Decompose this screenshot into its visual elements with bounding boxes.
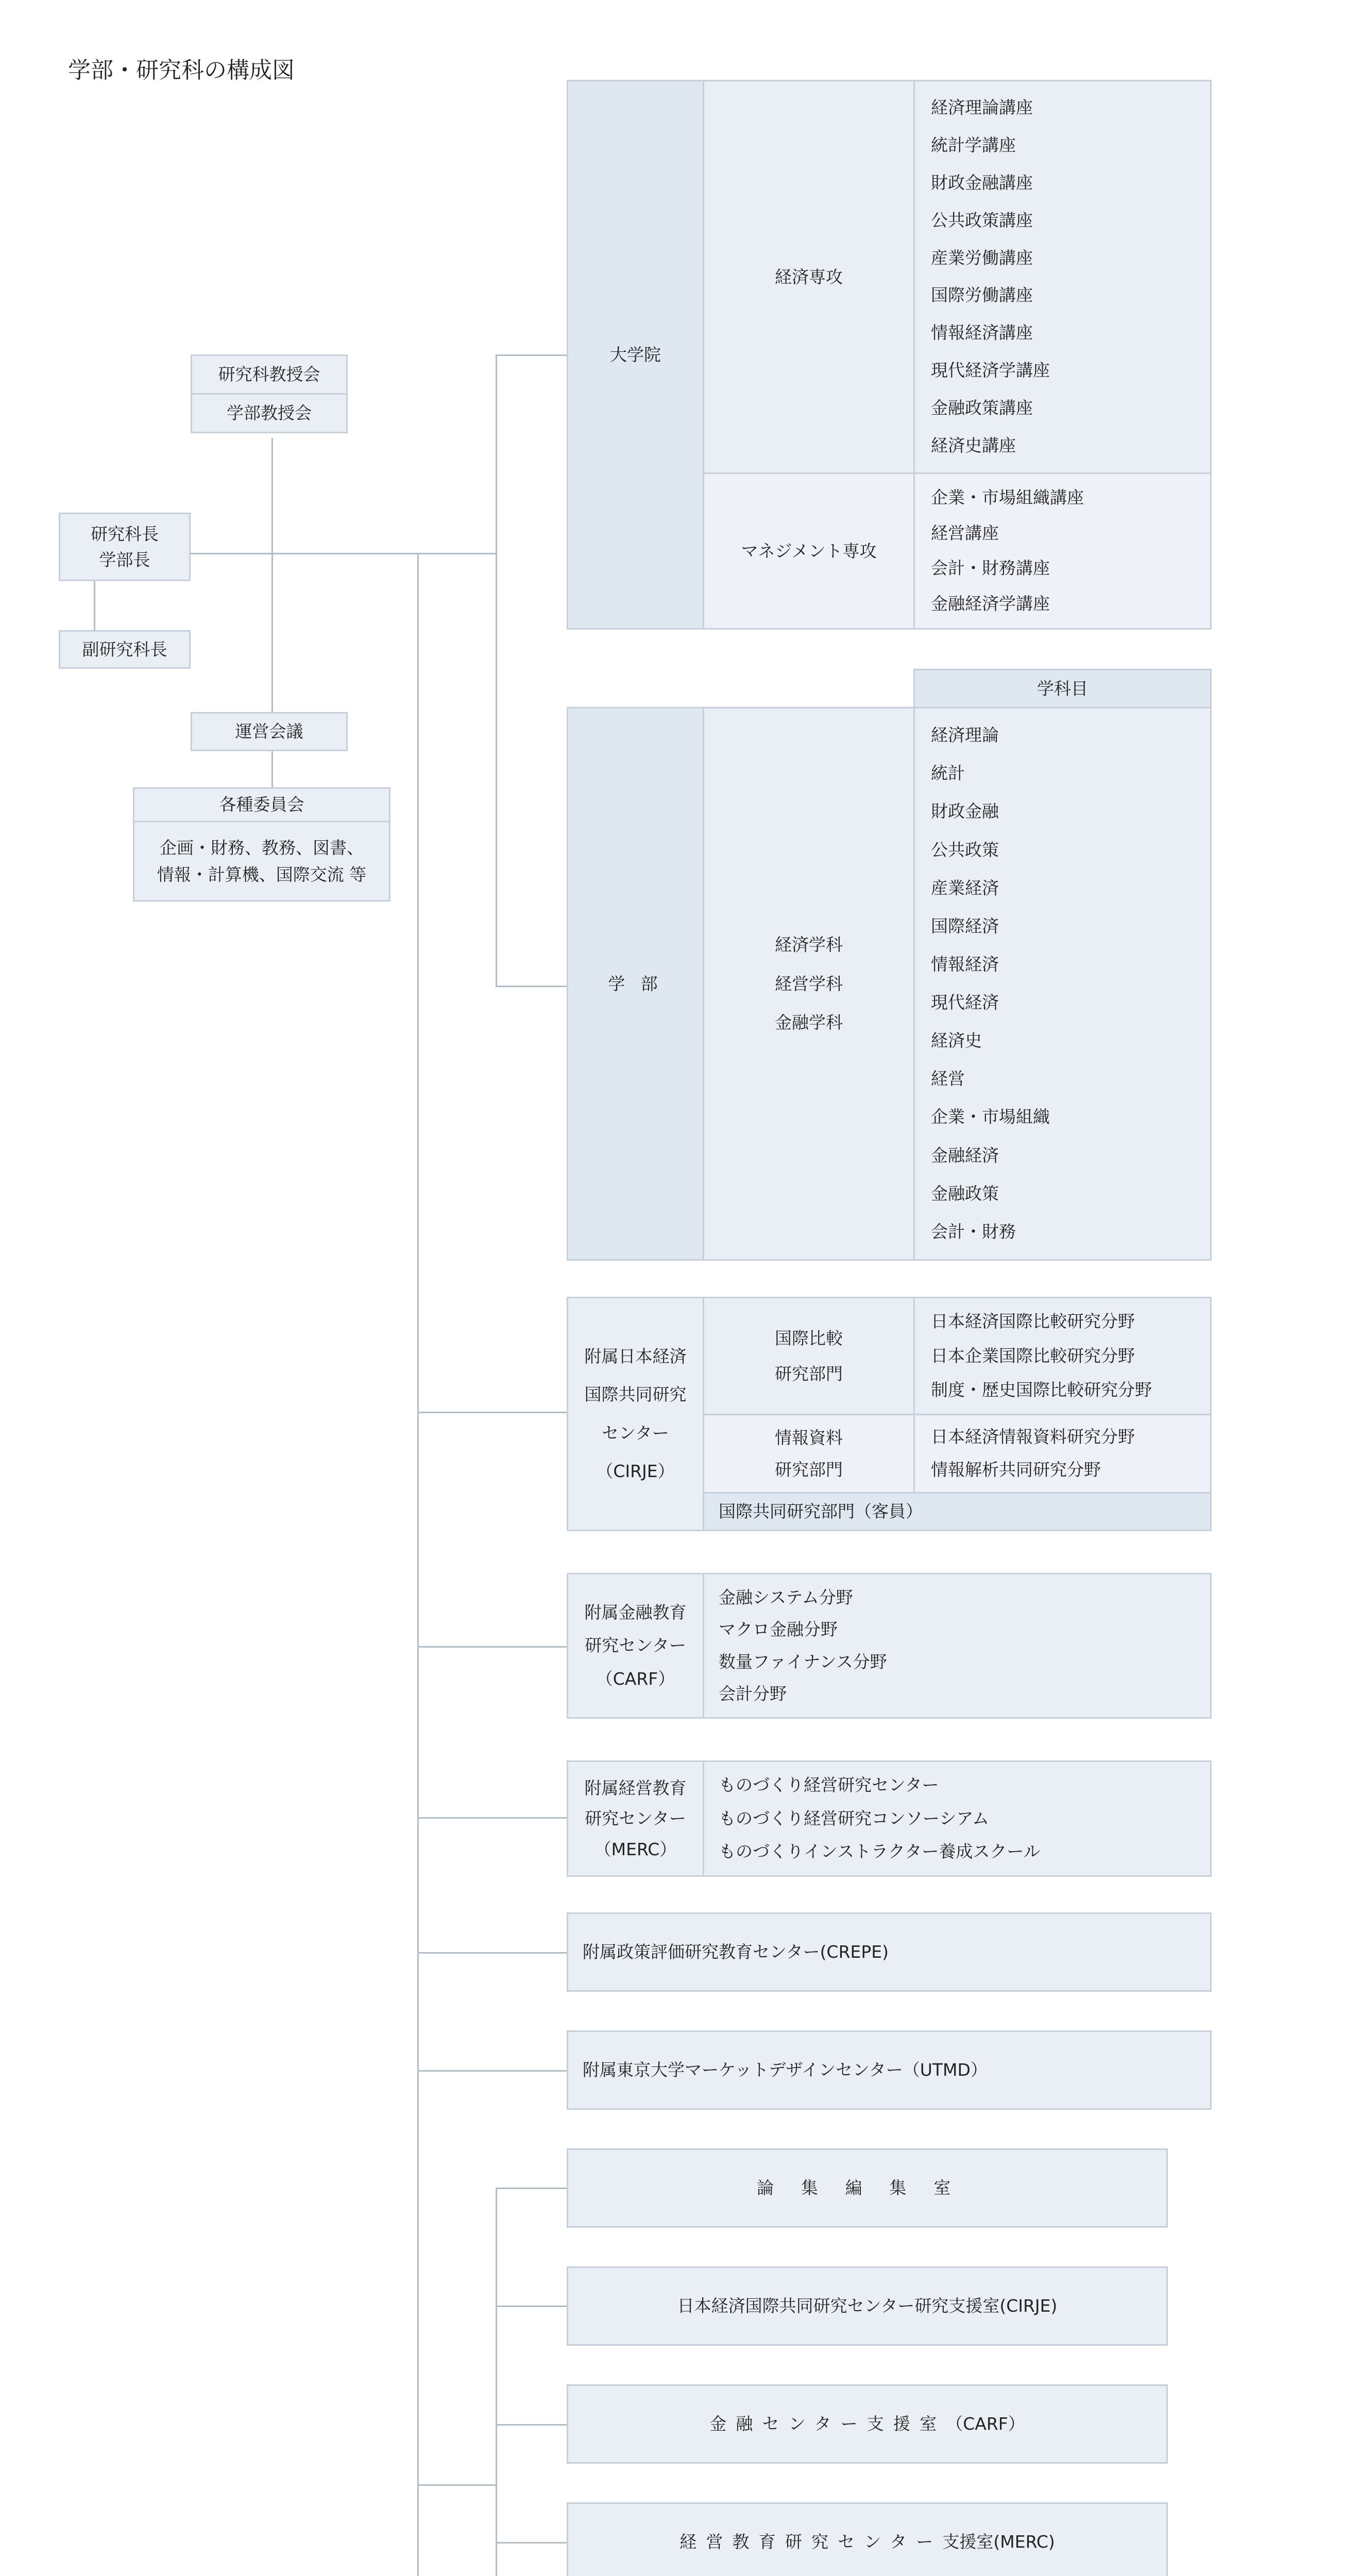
connector-merc (417, 1817, 567, 1819)
merc-item: ものづくりインストラクター養成スクール (719, 1841, 1041, 1861)
subject-item: 公共政策 (931, 839, 999, 860)
connector-crepe (417, 1952, 567, 1954)
faculty-council-label: 研究科教授会 (192, 356, 346, 395)
dean-label-1: 研究科長 (91, 524, 159, 544)
cirje-support-box (567, 2266, 1168, 2346)
chair-item: 企業・市場組織講座 (931, 487, 1084, 508)
subject-item: 金融政策 (931, 1183, 999, 1204)
connector-editorial (496, 2188, 567, 2189)
subject-item: 金融経済 (931, 1145, 999, 1165)
connector-support (417, 2484, 496, 2486)
cirje-comparative-list (931, 1298, 1209, 1414)
chair-item: 統計学講座 (931, 134, 1016, 155)
cirje-label-line: 国際共同研究 (584, 1384, 687, 1405)
subject-item: 現代経済 (931, 992, 999, 1013)
cirje-label (567, 1297, 704, 1531)
chair-item: 財政金融講座 (931, 172, 1033, 193)
connector-merc-support (496, 2542, 567, 2544)
department-item: 経済学科 (775, 934, 843, 955)
department-item: 経営学科 (775, 973, 843, 994)
merc-support-tag: 支援室(MERC) (942, 2532, 1055, 2552)
chair-item: 金融政策講座 (931, 398, 1033, 418)
information-item: 情報解析共同研究分野 (931, 1460, 1101, 1480)
comparative-label-line: 研究部門 (775, 1364, 843, 1384)
connector-cirje (417, 1412, 567, 1413)
carf-item: 数量ファイナンス分野 (719, 1651, 887, 1672)
cirje-information-label (703, 1414, 915, 1494)
merc-label-line: 研究センター (585, 1808, 686, 1829)
cirje-support-label: 日本経済国際共同研究センター研究支援室(CIRJE) (677, 2296, 1058, 2316)
comparative-item: 日本経済国際比較研究分野 (931, 1311, 1135, 1331)
carf-label-line: 附属金融教育 (584, 1602, 687, 1622)
editorial-office-box (567, 2148, 1168, 2228)
subject-item: 財政金融 (931, 801, 999, 822)
merc-support-box (567, 2502, 1168, 2576)
information-label-line: 情報資料 (775, 1428, 843, 1448)
merc-item: ものづくり経営研究コンソーシアム (719, 1808, 990, 1828)
committees-title: 各種委員会 (134, 789, 389, 822)
carf-items-list (719, 1577, 1203, 1716)
faculty-council-box (191, 354, 348, 433)
departments-box (703, 707, 915, 1261)
cirje-information-list (931, 1415, 1209, 1492)
chair-item: 産業労働講座 (931, 247, 1033, 268)
management-council-box (191, 712, 348, 751)
connector-left-vertical (271, 438, 273, 726)
chair-item: 経済史講座 (931, 435, 1016, 456)
carf-support-label: 金融センター支援室 (709, 2414, 946, 2434)
connector-utmd (417, 2070, 567, 2072)
subject-item: 情報経済 (931, 954, 999, 974)
information-label-line: 研究部門 (775, 1459, 843, 1480)
chair-item: 経済理論講座 (931, 97, 1033, 117)
vice-dean-label: 副研究科長 (82, 639, 167, 659)
subject-item: 経済史 (931, 1030, 982, 1051)
committees-line-1: 企画・財務、教務、図書、 (160, 838, 364, 858)
subjects-header: 学科目 (913, 669, 1212, 708)
comparative-item: 制度・歴史国際比較研究分野 (931, 1380, 1152, 1400)
graduate-school-label: 大学院 (567, 80, 704, 630)
carf-support-box (567, 2384, 1168, 2464)
cirje-label-line: （CIRJE） (596, 1461, 675, 1481)
carf-label-line: 研究センター (585, 1635, 686, 1656)
connector-graduate (496, 354, 567, 356)
connector-support-trunk (496, 2188, 497, 2576)
department-item: 金融学科 (775, 1012, 843, 1033)
committees-box (133, 787, 390, 902)
connector-dean-vice (94, 581, 95, 630)
cirje-label-line: センター (602, 1422, 669, 1443)
crepe-box: 附属政策評価研究教育センター(CREPE) (567, 1912, 1212, 1992)
subject-item: 会計・財務 (931, 1221, 1016, 1242)
carf-item: 金融システム分野 (719, 1587, 853, 1607)
connector-mgmt-committees (271, 751, 273, 787)
subject-item: 経営 (931, 1069, 965, 1089)
connector-dean-trunk (191, 553, 497, 554)
connector-cirje-support (496, 2306, 567, 2307)
merc-item: ものづくり経営研究センター (719, 1775, 939, 1795)
merc-support-label: 経営教育研究センター (679, 2532, 943, 2552)
subject-item: 国際経済 (931, 916, 999, 936)
cirje-comparative-label (703, 1297, 915, 1415)
undergrad-label: 学 部 (567, 707, 704, 1261)
connector-undergrad (496, 986, 567, 987)
committees-line-2: 情報・計算機、国際交流 等 (157, 864, 367, 885)
chair-item: 経営講座 (931, 522, 999, 543)
merc-items-list (719, 1764, 1203, 1874)
subject-item: 企業・市場組織 (931, 1107, 1050, 1127)
chair-item: 金融経済学講座 (931, 593, 1050, 614)
management-chair-list (931, 474, 1209, 628)
connector-academic-trunk (496, 355, 497, 987)
chair-item: 公共政策講座 (931, 210, 1033, 230)
page-title: 学部・研究科の構成図 (68, 57, 295, 83)
merc-label-line: （MERC） (594, 1839, 677, 1859)
carf-support-tag: （CARF） (946, 2414, 1025, 2434)
management-major-label: マネジメント専攻 (703, 472, 915, 630)
chair-item: 現代経済学講座 (931, 360, 1050, 381)
carf-item: 会計分野 (719, 1684, 787, 1704)
connector-carf (417, 1646, 567, 1648)
economics-chair-list (931, 81, 1209, 472)
cirje-label-line: 附属日本経済 (584, 1346, 687, 1366)
carf-item: マクロ金融分野 (719, 1619, 838, 1640)
editorial-office-label: 論集編集室 (757, 2178, 978, 2198)
chair-item: 情報経済講座 (931, 323, 1033, 343)
merc-label (567, 1760, 704, 1877)
utmd-box: 附属東京大学マーケットデザインセンター（UTMD） (567, 2030, 1212, 2110)
subjects-list (931, 708, 1209, 1259)
dean-label-2: 学部長 (99, 549, 150, 570)
management-council-label: 運営会議 (235, 721, 303, 742)
chair-item: 会計・財務講座 (931, 558, 1050, 579)
merc-label-line: 附属経営教育 (584, 1777, 687, 1798)
comparative-item: 日本企業国際比較研究分野 (931, 1345, 1135, 1366)
vice-dean-box (59, 630, 191, 669)
connector-carf-support (496, 2424, 567, 2426)
faculty-meeting-label: 学部教授会 (227, 403, 312, 423)
cirje-joint-division: 国際共同研究部門（客員） (703, 1492, 1212, 1531)
subject-item: 統計 (931, 763, 965, 784)
carf-label (567, 1573, 704, 1719)
economics-major-label: 経済専攻 (703, 80, 915, 474)
carf-label-line: （CARF） (596, 1668, 675, 1689)
chair-item: 国際労働講座 (931, 285, 1033, 306)
subject-item: 産業経済 (931, 877, 999, 898)
connector-main-trunk (417, 553, 419, 2576)
comparative-label-line: 国際比較 (775, 1328, 843, 1348)
dean-box (59, 513, 191, 581)
subject-item: 経済理論 (931, 725, 999, 745)
information-item: 日本経済情報資料研究分野 (931, 1427, 1135, 1447)
